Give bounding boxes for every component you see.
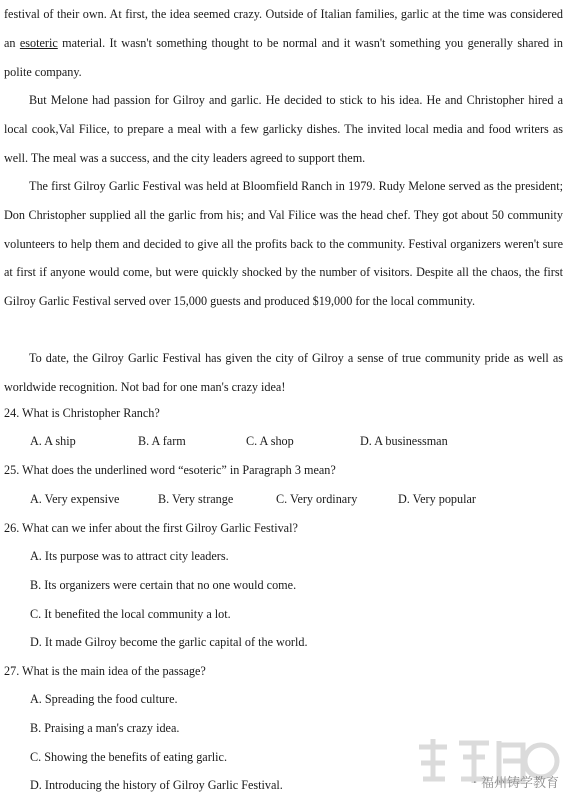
- paragraph-1-text-start: festival of their own. At first, the idea seemed crazy. Outside of Italian families, garlic at the time was considered an: [4, 7, 563, 50]
- question-27-option-c: C. Showing the benefits of eating garlic.: [30, 750, 227, 764]
- question-27-option-d: D. Introducing the history of Gilroy Garlic Festival.: [30, 778, 283, 792]
- question-26-stem: 26. What can we infer about the first Gilroy Garlic Festival?: [4, 521, 298, 535]
- question-26-option-a: A. Its purpose was to attract city leaders.: [30, 549, 229, 563]
- paragraph-4: To date, the Gilroy Garlic Festival has given the city of Gilroy a sense of true community pride as well as worldwide recognition. Not bad for one man's crazy idea!: [4, 351, 563, 394]
- question-24-option-c: C. A shop: [246, 434, 294, 448]
- question-26-option-d: D. It made Gilroy become the garlic capital of the world.: [30, 635, 308, 649]
- paragraph-1-text-end: material. It wasn't something thought to be normal and it wasn't something you generally shared in polite company.: [4, 35, 563, 79]
- watermark-text: · 福州铸学教育: [472, 776, 559, 791]
- question-24-option-b: B. A farm: [138, 434, 186, 448]
- question-24-stem: 24. What is Christopher Ranch?: [4, 406, 160, 420]
- paragraph-1: [4, 0, 563, 86]
- question-25-option-b: B. Very strange: [158, 492, 234, 506]
- underlined-word: esoteric: [19, 35, 58, 50]
- question-25-option-d: D. Very popular: [398, 492, 476, 506]
- question-27-stem: 27. What is the main idea of the passage?: [4, 664, 206, 678]
- question-27-option-b: B. Praising a man's crazy idea.: [30, 721, 180, 735]
- question-25-option-a: A. Very expensive: [30, 492, 120, 506]
- paragraph-2: But Melone had passion for Gilroy and garlic. He decided to stick to his idea. He and Christopher hired a local cook,Val Filice, to prepare a meal with a few garlicky dishes. The invited local media and food writers as well. The meal was a success, and the city leaders agreed to support them.: [4, 93, 563, 165]
- paragraph-3: The first Gilroy Garlic Festival was held at Bloomfield Ranch in 1979. Rudy Melone served as the president; Don Christopher supplied all the garlic from his; and Val Filice was the head chef. They got about 50 community volunteers to help them and decided to give all the profits back to the community. Festival organizers weren't sure at first if anyone would come, but were quickly shocked by the number of visitors. Despite all the chaos, the first Gilroy Garlic Festival served over 15,000 guests and produced $19,000 for the local community.: [4, 179, 563, 309]
- question-26-option-c: C. It benefited the local community a lot.: [30, 607, 231, 621]
- question-27-option-a: A. Spreading the food culture.: [30, 692, 178, 706]
- question-24-option-d: D. A businessman: [360, 434, 448, 448]
- question-25-option-c: C. Very ordinary: [276, 492, 358, 506]
- question-26-option-b: B. Its organizers were certain that no one would come.: [30, 578, 297, 592]
- question-24-option-a: A. A ship: [30, 434, 76, 448]
- question-25-stem: 25. What does the underlined word “esoteric” in Paragraph 3 mean?: [4, 463, 336, 477]
